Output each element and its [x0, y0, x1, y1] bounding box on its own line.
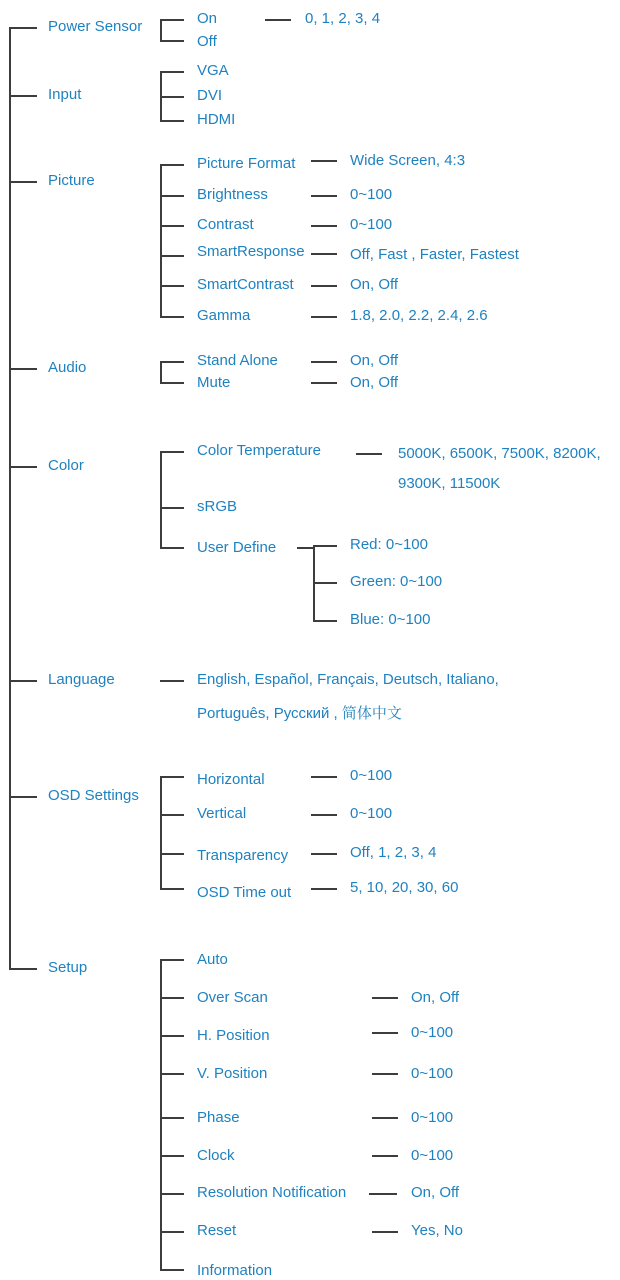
branch-line: [160, 1155, 184, 1157]
value-dash: [311, 361, 337, 363]
branch-line: [160, 164, 184, 166]
branch-line: [160, 888, 184, 890]
value-dash: [372, 997, 398, 999]
branch-line: [9, 796, 37, 798]
branch-line: [9, 95, 37, 97]
branch-line: [160, 959, 184, 961]
item-on: On: [197, 10, 218, 27]
branch-line: [160, 853, 184, 855]
item-srgb: sRGB: [197, 498, 238, 515]
branch-line: [160, 507, 184, 509]
values-vertical: 0~100: [350, 805, 393, 822]
menu-input: Input: [48, 86, 82, 103]
value-dash: [311, 225, 337, 227]
branch-line: [160, 19, 184, 21]
values-gamma: 1.8, 2.0, 2.2, 2.4, 2.6: [350, 307, 488, 324]
values-h-position: 0~100: [411, 1024, 454, 1041]
branch-line: [160, 814, 184, 816]
values-transparency: Off, 1, 2, 3, 4: [350, 844, 437, 861]
item-transparency: Transparency: [197, 847, 289, 864]
branch-line: [160, 255, 184, 257]
values-v-position: 0~100: [411, 1065, 454, 1082]
value-dash: [369, 1193, 397, 1195]
values-language: English, Español, Français, Deutsch, Italiano,: [197, 671, 499, 688]
item-red: Red: 0~100: [350, 536, 428, 553]
values-power-sensor-on: 0, 1, 2, 3, 4: [305, 10, 381, 27]
item-vga: VGA: [197, 62, 229, 79]
branch-line: [160, 451, 184, 453]
value-dash: [372, 1231, 398, 1233]
branch-line: [9, 181, 37, 183]
branch-line: [313, 545, 337, 547]
menu-color: Color: [48, 457, 84, 474]
connector-line: [160, 361, 162, 383]
branch-line: [160, 1035, 184, 1037]
item-gamma: Gamma: [197, 307, 251, 324]
item-brightness: Brightness: [197, 186, 268, 203]
branch-line: [160, 1231, 184, 1233]
item-blue: Blue: 0~100: [350, 611, 431, 628]
item-off: Off: [197, 33, 217, 50]
values-resolution-notification: On, Off: [411, 1184, 460, 1201]
item-information: Information: [197, 1262, 273, 1279]
connector-line: [160, 164, 162, 317]
values-smartresponse: Off, Fast , Faster, Fastest: [350, 246, 519, 263]
connector-line: [160, 959, 162, 1271]
branch-line: [9, 466, 37, 468]
branch-line: [160, 361, 184, 363]
item-v-position: V. Position: [197, 1065, 268, 1082]
values-brightness: 0~100: [350, 186, 393, 203]
item-smartcontrast: SmartContrast: [197, 276, 294, 293]
menu-language: Language: [48, 671, 115, 688]
value-dash: [372, 1117, 398, 1119]
main-trunk-line: [9, 27, 11, 969]
item-h-position: H. Position: [197, 1027, 270, 1044]
value-dash: [372, 1032, 398, 1034]
value-dash: [311, 160, 337, 162]
item-vertical: Vertical: [197, 805, 247, 822]
branch-line: [9, 27, 37, 29]
values-color-temperature: 5000K, 6500K, 7500K, 8200K,: [398, 445, 601, 462]
item-mute: Mute: [197, 374, 231, 391]
values-osd-time-out: 5, 10, 20, 30, 60: [350, 879, 459, 896]
branch-line: [313, 582, 337, 584]
value-dash: [311, 888, 337, 890]
branch-line: [160, 547, 184, 549]
item-horizontal: Horizontal: [197, 771, 265, 788]
branch-line: [160, 40, 184, 42]
item-smartresponse: SmartResponse: [197, 243, 305, 260]
values-phase: 0~100: [411, 1109, 454, 1126]
value-dash: [372, 1073, 398, 1075]
branch-line: [160, 71, 184, 73]
values-over-scan: On, Off: [411, 989, 460, 1006]
branch-line: [160, 195, 184, 197]
menu-audio: Audio: [48, 359, 87, 376]
branch-line: [9, 680, 37, 682]
branch-line: [160, 1193, 184, 1195]
branch-line: [160, 225, 184, 227]
item-reset: Reset: [197, 1222, 237, 1239]
branch-line: [9, 368, 37, 370]
item-phase: Phase: [197, 1109, 240, 1126]
value-dash: [265, 19, 291, 21]
menu-power-sensor: Power Sensor: [48, 18, 143, 35]
value-dash: [311, 382, 337, 384]
item-picture-format: Picture Format: [197, 155, 296, 172]
value-dash: [356, 453, 382, 455]
item-user-define: User Define: [197, 539, 277, 556]
item-resolution-notification: Resolution Notification: [197, 1184, 347, 1201]
menu-osd-settings: OSD Settings: [48, 787, 139, 804]
branch-line: [160, 285, 184, 287]
branch-line: [160, 382, 184, 384]
branch-line: [313, 620, 337, 622]
branch-line: [160, 1073, 184, 1075]
values-clock: 0~100: [411, 1147, 454, 1164]
value-dash: [311, 253, 337, 255]
menu-picture: Picture: [48, 172, 95, 189]
branch-line: [160, 1117, 184, 1119]
branch-line: [160, 1269, 184, 1271]
value-dash: [311, 316, 337, 318]
values-smartcontrast: On, Off: [350, 276, 399, 293]
item-osd-time-out: OSD Time out: [197, 884, 292, 901]
connector-line: [160, 19, 162, 41]
values-color-temperature-cont: 9300K, 11500K: [398, 475, 501, 492]
values-language-cont: Português, Русский , 简体中文: [197, 705, 402, 722]
value-dash: [372, 1155, 398, 1157]
item-clock: Clock: [197, 1147, 235, 1164]
values-horizontal: 0~100: [350, 767, 393, 784]
item-contrast: Contrast: [197, 216, 254, 233]
values-picture-format: Wide Screen, 4:3: [350, 152, 466, 169]
value-dash: [311, 285, 337, 287]
branch-line: [160, 316, 184, 318]
value-dash: [160, 680, 184, 682]
values-stand-alone: On, Off: [350, 352, 399, 369]
branch-line: [160, 96, 184, 98]
values-mute: On, Off: [350, 374, 399, 391]
value-dash: [311, 853, 337, 855]
connector-line: [160, 451, 162, 548]
value-dash: [311, 195, 337, 197]
item-dvi: DVI: [197, 87, 223, 104]
branch-line: [9, 968, 37, 970]
connector-line: [160, 776, 162, 889]
value-dash: [311, 776, 337, 778]
values-reset: Yes, No: [411, 1222, 463, 1239]
value-dash: [311, 814, 337, 816]
menu-setup: Setup: [48, 959, 88, 976]
item-green: Green: 0~100: [350, 573, 443, 590]
item-hdmi: HDMI: [197, 111, 236, 128]
branch-line: [160, 120, 184, 122]
item-stand-alone: Stand Alone: [197, 352, 278, 369]
item-over-scan: Over Scan: [197, 989, 268, 1006]
item-color-temperature: Color Temperature: [197, 442, 321, 459]
values-contrast: 0~100: [350, 216, 393, 233]
branch-line: [160, 776, 184, 778]
item-auto: Auto: [197, 951, 228, 968]
branch-line: [160, 997, 184, 999]
